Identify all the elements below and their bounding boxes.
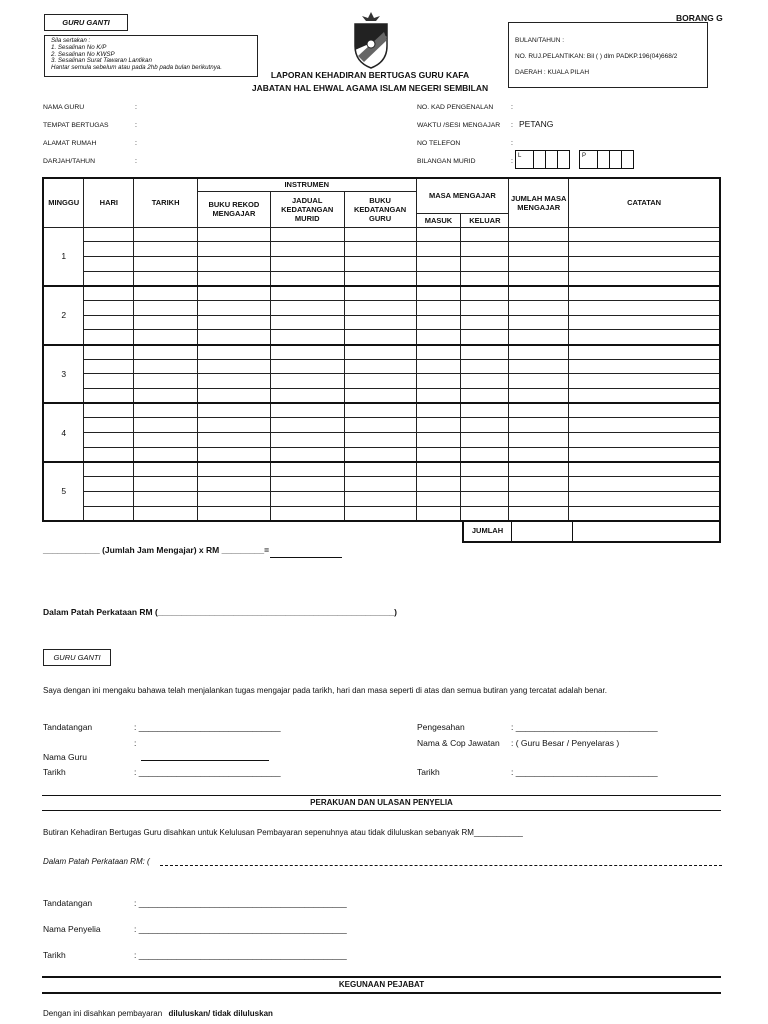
table-cell[interactable] bbox=[270, 462, 344, 477]
table-cell[interactable] bbox=[134, 330, 198, 345]
col-hari: HARI bbox=[84, 178, 134, 227]
table-cell[interactable] bbox=[134, 374, 198, 389]
table-cell[interactable] bbox=[344, 477, 416, 492]
table-cell[interactable] bbox=[416, 227, 461, 242]
table-cell[interactable] bbox=[344, 242, 416, 257]
table-cell[interactable] bbox=[461, 315, 509, 330]
table-cell[interactable] bbox=[84, 300, 134, 315]
table-row bbox=[43, 330, 720, 345]
table-cell[interactable] bbox=[198, 418, 271, 433]
table-cell[interactable] bbox=[416, 447, 461, 462]
table-cell[interactable] bbox=[461, 256, 509, 271]
table-row bbox=[43, 256, 720, 271]
table-cell[interactable] bbox=[270, 271, 344, 286]
table-cell[interactable] bbox=[270, 477, 344, 492]
table-cell[interactable] bbox=[569, 315, 720, 330]
table-cell[interactable] bbox=[134, 418, 198, 433]
nama-cop-label: Nama & Cop Jawatan bbox=[417, 738, 500, 748]
table-row bbox=[43, 418, 720, 433]
colon: : bbox=[511, 158, 513, 165]
table-cell[interactable] bbox=[569, 330, 720, 345]
declaration-text: Saya dengan ini mengaku bahawa telah menjalankan tugas mengajar pada tarikh, hari dan masa seperti di atas dan semua butiran yang tercatat adalah benar. bbox=[43, 686, 607, 695]
table-cell[interactable] bbox=[569, 300, 720, 315]
perakuan-tarikh-line[interactable]: : ____________________________________________ bbox=[134, 950, 347, 960]
instructions-box bbox=[44, 35, 258, 77]
table-cell[interactable] bbox=[461, 462, 509, 477]
table-cell[interactable] bbox=[198, 491, 271, 506]
kegunaan-status[interactable]: diluluskan/ tidak diluluskan bbox=[168, 1009, 273, 1018]
table-cell[interactable] bbox=[344, 462, 416, 477]
table-cell[interactable] bbox=[84, 286, 134, 301]
table-cell[interactable] bbox=[134, 359, 198, 374]
table-cell[interactable] bbox=[461, 403, 509, 418]
table-cell[interactable] bbox=[134, 227, 198, 242]
perakuan-nama-label: Nama Penyelia bbox=[43, 924, 101, 934]
table-row bbox=[43, 300, 720, 315]
perakuan-text: Butiran Kehadiran Bertugas Guru disahkan untuk Kelulusan Pembayaran sepenuhnya atau tidak diluluskan sebanyak RM___________ bbox=[43, 828, 523, 837]
table-row bbox=[43, 491, 720, 506]
table-cell[interactable] bbox=[569, 403, 720, 418]
table-cell[interactable] bbox=[569, 506, 720, 521]
table-cell[interactable] bbox=[84, 330, 134, 345]
table-cell[interactable] bbox=[270, 256, 344, 271]
calc-formula: ____________ (Jumlah Jam Mengajar) x RM _________= bbox=[43, 545, 270, 555]
field-darjah-tahun: DARJAH/TAHUN bbox=[43, 158, 95, 165]
table-cell[interactable] bbox=[270, 433, 344, 448]
table-cell[interactable] bbox=[461, 477, 509, 492]
col-keluar: KELUAR bbox=[461, 213, 509, 227]
table-cell[interactable] bbox=[509, 477, 569, 492]
table-row bbox=[43, 403, 720, 418]
table-cell[interactable] bbox=[509, 389, 569, 404]
pengesahan-line[interactable]: : ______________________________ bbox=[511, 722, 658, 732]
field-bilangan-murid: BILANGAN MURID bbox=[417, 158, 476, 165]
table-cell[interactable] bbox=[569, 447, 720, 462]
table-cell[interactable] bbox=[416, 315, 461, 330]
form-title bbox=[240, 69, 500, 95]
col-catatan: CATATAN bbox=[569, 178, 720, 227]
murid-l-box[interactable] bbox=[515, 150, 570, 169]
col-jumlah-masa: JUMLAH MASA MENGAJAR bbox=[509, 178, 569, 227]
table-cell[interactable] bbox=[416, 403, 461, 418]
table-cell[interactable] bbox=[84, 403, 134, 418]
table-cell[interactable] bbox=[198, 462, 271, 477]
table-cell[interactable] bbox=[134, 315, 198, 330]
table-cell[interactable] bbox=[84, 506, 134, 521]
table-cell[interactable] bbox=[84, 462, 134, 477]
table-cell[interactable] bbox=[416, 418, 461, 433]
field-no-telefon: NO TELEFON bbox=[417, 140, 461, 147]
colon: : bbox=[135, 122, 137, 129]
table-cell[interactable] bbox=[569, 242, 720, 257]
waktu-sesi-value: PETANG bbox=[519, 119, 554, 129]
table-cell[interactable] bbox=[509, 227, 569, 242]
title-line-1: LAPORAN KEHADIRAN BERTUGAS GURU KAFA bbox=[270, 70, 470, 80]
state-emblem-icon bbox=[350, 10, 392, 72]
table-cell[interactable] bbox=[416, 433, 461, 448]
table-cell[interactable] bbox=[84, 433, 134, 448]
table-cell[interactable] bbox=[416, 242, 461, 257]
table-cell[interactable] bbox=[134, 271, 198, 286]
attendance-table bbox=[42, 177, 721, 522]
table-cell[interactable] bbox=[270, 403, 344, 418]
field-no-kad: NO. KAD PENGENALAN bbox=[417, 104, 494, 111]
sign-tarikh-label: Tarikh bbox=[43, 767, 66, 777]
table-cell[interactable] bbox=[416, 345, 461, 360]
table-cell[interactable] bbox=[416, 271, 461, 286]
table-cell[interactable] bbox=[198, 242, 271, 257]
tarikh-r-label: Tarikh bbox=[417, 767, 440, 777]
table-row bbox=[43, 447, 720, 462]
colon: : bbox=[135, 158, 137, 165]
week-number: 2 bbox=[43, 286, 84, 345]
table-cell[interactable] bbox=[270, 418, 344, 433]
table-cell[interactable] bbox=[84, 374, 134, 389]
table-cell[interactable] bbox=[461, 345, 509, 360]
colon: : bbox=[135, 104, 137, 111]
table-row bbox=[43, 271, 720, 286]
table-cell[interactable] bbox=[509, 491, 569, 506]
col-buku-kedatangan: BUKU KEDATANGAN GURU bbox=[344, 191, 416, 227]
col-minggu: MINGGU bbox=[43, 178, 84, 227]
table-cell[interactable] bbox=[416, 491, 461, 506]
table-cell[interactable] bbox=[461, 242, 509, 257]
table-cell[interactable] bbox=[198, 330, 271, 345]
bulan-tahun-field: BULAN/TAHUN : bbox=[515, 37, 564, 44]
table-cell[interactable] bbox=[461, 330, 509, 345]
table-cell[interactable] bbox=[569, 433, 720, 448]
kegunaan-title: KEGUNAAN PEJABAT bbox=[42, 976, 721, 994]
jumlah-row bbox=[462, 521, 721, 543]
table-cell[interactable] bbox=[344, 374, 416, 389]
table-row bbox=[43, 227, 720, 242]
field-nama-guru: NAMA GURU bbox=[43, 104, 85, 111]
table-cell[interactable] bbox=[416, 359, 461, 374]
table-cell[interactable] bbox=[134, 389, 198, 404]
table-cell[interactable] bbox=[134, 506, 198, 521]
table-cell[interactable] bbox=[270, 359, 344, 374]
table-row bbox=[43, 477, 720, 492]
instruction-line: 3. Sesalinan Surat Tawaran Lantikan bbox=[51, 57, 152, 65]
table-cell[interactable] bbox=[344, 256, 416, 271]
table-cell[interactable] bbox=[344, 271, 416, 286]
table-cell[interactable] bbox=[461, 271, 509, 286]
l-digit[interactable] bbox=[546, 151, 558, 168]
guru-besar-text: : ( Guru Besar / Penyelaras ) bbox=[511, 738, 620, 748]
p-digit[interactable] bbox=[622, 151, 633, 168]
table-cell[interactable] bbox=[344, 418, 416, 433]
murid-p-box[interactable] bbox=[579, 150, 634, 169]
table-cell[interactable] bbox=[461, 433, 509, 448]
calc-result-line[interactable] bbox=[270, 557, 342, 558]
table-cell[interactable] bbox=[198, 506, 271, 521]
table-cell[interactable] bbox=[344, 433, 416, 448]
table-cell[interactable] bbox=[461, 227, 509, 242]
calc-patah: Dalam Patah Perkataan RM (__________________________________________________) bbox=[43, 607, 397, 617]
table-cell[interactable] bbox=[270, 300, 344, 315]
table-cell[interactable] bbox=[344, 227, 416, 242]
table-cell[interactable] bbox=[509, 345, 569, 360]
table-cell[interactable] bbox=[344, 315, 416, 330]
col-buku-rekod: BUKU REKOD MENGAJAR bbox=[198, 191, 271, 227]
p-digit[interactable] bbox=[610, 151, 622, 168]
table-cell[interactable] bbox=[198, 433, 271, 448]
table-cell[interactable] bbox=[198, 227, 271, 242]
kegunaan-text bbox=[43, 1009, 273, 1018]
table-cell[interactable] bbox=[509, 506, 569, 521]
kegunaan-lead: Dengan ini disahkan pembayaran bbox=[43, 1009, 163, 1018]
table-cell[interactable] bbox=[198, 403, 271, 418]
table-cell[interactable] bbox=[198, 300, 271, 315]
instruction-line: 2. Sesalinan No KWSP bbox=[51, 50, 115, 58]
p-digit[interactable] bbox=[598, 151, 610, 168]
field-waktu-sesi: WAKTU /SESI MENGAJAR bbox=[417, 122, 501, 129]
table-cell[interactable] bbox=[198, 345, 271, 360]
perakuan-tarikh-label: Tarikh bbox=[43, 950, 66, 960]
sign-tandatangan-label: Tandatangan bbox=[43, 722, 93, 732]
table-cell[interactable] bbox=[344, 447, 416, 462]
table-cell[interactable] bbox=[509, 403, 569, 418]
table-cell[interactable] bbox=[134, 477, 198, 492]
jumlah-catatan[interactable] bbox=[573, 521, 719, 541]
nama-guru-line[interactable] bbox=[141, 760, 269, 761]
table-cell[interactable] bbox=[198, 477, 271, 492]
perakuan-nama-line[interactable]: : ____________________________________________ bbox=[134, 924, 347, 934]
col-masa-mengajar: MASA MENGAJAR bbox=[416, 178, 509, 213]
reference-box bbox=[508, 22, 708, 88]
table-cell[interactable] bbox=[198, 389, 271, 404]
table-cell[interactable] bbox=[134, 345, 198, 360]
colon: : bbox=[135, 140, 137, 147]
week-number: 4 bbox=[43, 403, 84, 462]
table-cell[interactable] bbox=[84, 345, 134, 360]
table-cell[interactable] bbox=[270, 491, 344, 506]
table-cell[interactable] bbox=[84, 227, 134, 242]
table-cell[interactable] bbox=[270, 227, 344, 242]
table-cell[interactable] bbox=[84, 256, 134, 271]
table-cell[interactable] bbox=[509, 286, 569, 301]
guru-ganti-tag-2: GURU GANTI bbox=[43, 649, 111, 666]
table-cell[interactable] bbox=[270, 389, 344, 404]
l-digit[interactable] bbox=[534, 151, 546, 168]
table-cell[interactable] bbox=[198, 286, 271, 301]
table-row bbox=[43, 433, 720, 448]
table-cell[interactable] bbox=[134, 462, 198, 477]
instruction-line: Sila sertakan : bbox=[51, 37, 91, 44]
sign-tarikh-line[interactable]: : ______________________________ bbox=[134, 767, 281, 777]
table-cell[interactable] bbox=[569, 359, 720, 374]
week-number: 3 bbox=[43, 345, 84, 404]
table-cell[interactable] bbox=[344, 300, 416, 315]
table-cell[interactable] bbox=[198, 256, 271, 271]
col-tarikh: TARIKH bbox=[134, 178, 198, 227]
table-row bbox=[43, 286, 720, 301]
table-cell[interactable] bbox=[509, 462, 569, 477]
table-cell[interactable] bbox=[509, 374, 569, 389]
table-cell[interactable] bbox=[509, 433, 569, 448]
instruction-line: 1. Sesalinan No K/P bbox=[51, 43, 107, 51]
table-cell[interactable] bbox=[416, 506, 461, 521]
table-cell[interactable] bbox=[134, 286, 198, 301]
table-cell[interactable] bbox=[270, 506, 344, 521]
table-cell[interactable] bbox=[569, 477, 720, 492]
table-cell[interactable] bbox=[344, 286, 416, 301]
no-ruj-field: NO. RUJ.PELANTIKAN: Bil ( ) dlm PADKP.196(04)668/2 bbox=[515, 53, 678, 60]
table-cell[interactable] bbox=[569, 271, 720, 286]
table-cell[interactable] bbox=[198, 447, 271, 462]
borang-code: BORANG G bbox=[676, 13, 723, 23]
jumlah-value[interactable] bbox=[512, 521, 573, 541]
table-cell[interactable] bbox=[461, 374, 509, 389]
table-cell[interactable] bbox=[416, 477, 461, 492]
table-cell[interactable] bbox=[84, 242, 134, 257]
table-cell[interactable] bbox=[134, 433, 198, 448]
table-cell[interactable] bbox=[569, 462, 720, 477]
table-cell[interactable] bbox=[509, 256, 569, 271]
table-cell[interactable] bbox=[84, 491, 134, 506]
table-cell[interactable] bbox=[344, 506, 416, 521]
table-cell[interactable] bbox=[344, 330, 416, 345]
table-cell[interactable] bbox=[509, 300, 569, 315]
table-row bbox=[43, 462, 720, 477]
col-instrumen: INSTRUMEN bbox=[198, 178, 417, 191]
table-cell[interactable] bbox=[569, 227, 720, 242]
table-cell[interactable] bbox=[509, 418, 569, 433]
week-number: 1 bbox=[43, 227, 84, 286]
table-row bbox=[43, 315, 720, 330]
table-cell[interactable] bbox=[569, 374, 720, 389]
table-cell[interactable] bbox=[344, 491, 416, 506]
table-cell[interactable] bbox=[134, 491, 198, 506]
table-cell[interactable] bbox=[509, 315, 569, 330]
label-p: P bbox=[580, 151, 598, 168]
col-masuk: MASUK bbox=[416, 213, 461, 227]
table-cell[interactable] bbox=[416, 256, 461, 271]
table-cell[interactable] bbox=[569, 345, 720, 360]
instruction-line: Hantar semula sebelum atau pada 2hb pada bulan berikutnya. bbox=[51, 64, 222, 72]
table-cell[interactable] bbox=[416, 330, 461, 345]
table-cell[interactable] bbox=[84, 389, 134, 404]
table-cell[interactable] bbox=[134, 403, 198, 418]
table-row bbox=[43, 506, 720, 521]
table-cell[interactable] bbox=[416, 374, 461, 389]
table-cell[interactable] bbox=[461, 286, 509, 301]
table-cell[interactable] bbox=[509, 242, 569, 257]
table-cell[interactable] bbox=[198, 359, 271, 374]
perakuan-title: PERAKUAN DAN ULASAN PENYELIA bbox=[42, 795, 721, 811]
table-cell[interactable] bbox=[461, 447, 509, 462]
table-cell[interactable] bbox=[344, 345, 416, 360]
table-cell[interactable] bbox=[84, 447, 134, 462]
table-cell[interactable] bbox=[509, 271, 569, 286]
table-row bbox=[43, 389, 720, 404]
table-row bbox=[43, 359, 720, 374]
sign-colon: : bbox=[134, 738, 137, 748]
table-cell[interactable] bbox=[344, 389, 416, 404]
table-cell[interactable] bbox=[84, 315, 134, 330]
table-cell[interactable] bbox=[134, 300, 198, 315]
perakuan-patah: Dalam Patah Perkataan RM: ( bbox=[43, 857, 150, 866]
table-cell[interactable] bbox=[416, 300, 461, 315]
perakuan-patah-line[interactable] bbox=[160, 865, 722, 866]
table-cell[interactable] bbox=[84, 418, 134, 433]
sign-tandatangan-line[interactable]: : ______________________________ bbox=[134, 722, 281, 732]
table-cell[interactable] bbox=[509, 359, 569, 374]
table-cell[interactable] bbox=[416, 389, 461, 404]
title-line-2: JABATAN HAL EHWAL AGAMA ISLAM NEGERI SEMBILAN bbox=[251, 83, 489, 93]
table-row bbox=[43, 242, 720, 257]
table-cell[interactable] bbox=[270, 345, 344, 360]
jumlah-label: JUMLAH bbox=[464, 521, 512, 541]
table-row bbox=[43, 374, 720, 389]
table-cell[interactable] bbox=[198, 271, 271, 286]
table-cell[interactable] bbox=[84, 271, 134, 286]
table-cell[interactable] bbox=[416, 462, 461, 477]
pengesahan-label: Pengesahan bbox=[417, 722, 465, 732]
field-tempat-bertugas: TEMPAT BERTUGAS bbox=[43, 122, 109, 129]
table-cell[interactable] bbox=[569, 256, 720, 271]
table-cell[interactable] bbox=[461, 359, 509, 374]
table-cell[interactable] bbox=[344, 403, 416, 418]
table-cell[interactable] bbox=[270, 286, 344, 301]
l-digit[interactable] bbox=[558, 151, 569, 168]
table-cell[interactable] bbox=[416, 286, 461, 301]
table-cell[interactable] bbox=[134, 242, 198, 257]
table-cell[interactable] bbox=[344, 359, 416, 374]
colon: : bbox=[511, 122, 513, 129]
table-cell[interactable] bbox=[270, 242, 344, 257]
table-cell[interactable] bbox=[134, 447, 198, 462]
guru-ganti-tag: GURU GANTI bbox=[44, 14, 128, 31]
table-cell[interactable] bbox=[270, 315, 344, 330]
table-cell[interactable] bbox=[198, 315, 271, 330]
table-cell[interactable] bbox=[461, 506, 509, 521]
field-alamat-rumah: ALAMAT RUMAH bbox=[43, 140, 97, 147]
colon: : bbox=[511, 104, 513, 111]
table-cell[interactable] bbox=[84, 477, 134, 492]
table-cell[interactable] bbox=[270, 374, 344, 389]
col-jadual: JADUAL KEDATANGAN MURID bbox=[270, 191, 344, 227]
table-cell[interactable] bbox=[461, 389, 509, 404]
table-cell[interactable] bbox=[270, 330, 344, 345]
table-cell[interactable] bbox=[84, 359, 134, 374]
table-cell[interactable] bbox=[569, 491, 720, 506]
table-cell[interactable] bbox=[461, 491, 509, 506]
table-cell[interactable] bbox=[134, 256, 198, 271]
table-cell[interactable] bbox=[198, 374, 271, 389]
table-cell[interactable] bbox=[509, 330, 569, 345]
tarikh-r-line[interactable]: : ______________________________ bbox=[511, 767, 658, 777]
table-cell[interactable] bbox=[270, 447, 344, 462]
sign-nama-guru-label: Nama Guru bbox=[43, 752, 87, 762]
week-number: 5 bbox=[43, 462, 84, 521]
table-cell[interactable] bbox=[569, 389, 720, 404]
colon: : bbox=[511, 140, 513, 147]
daerah-field: DAERAH : KUALA PILAH bbox=[515, 69, 590, 76]
table-cell[interactable] bbox=[509, 447, 569, 462]
table-cell[interactable] bbox=[461, 418, 509, 433]
perakuan-tandatangan-line[interactable]: : ____________________________________________ bbox=[134, 898, 347, 908]
table-cell[interactable] bbox=[569, 286, 720, 301]
label-l: L bbox=[516, 151, 534, 168]
table-cell[interactable] bbox=[569, 418, 720, 433]
table-cell[interactable] bbox=[461, 300, 509, 315]
table-row bbox=[43, 345, 720, 360]
perakuan-tandatangan-label: Tandatangan bbox=[43, 898, 93, 908]
